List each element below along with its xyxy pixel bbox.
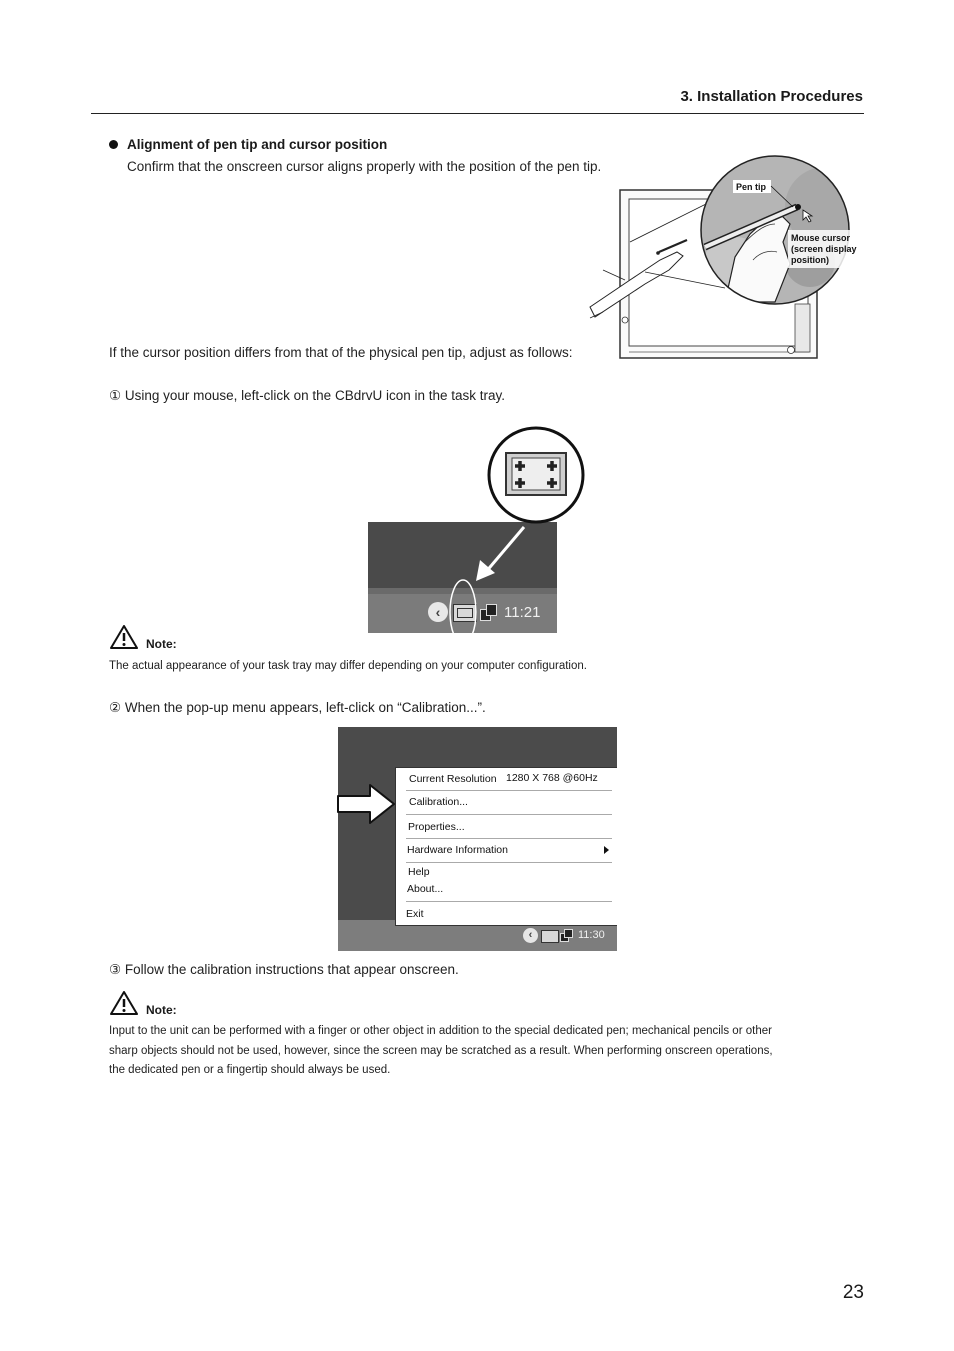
pointer-arrow-icon <box>336 783 398 825</box>
note-text-2-line1: Input to the unit can be performed with a finger or other object in addition to the special dedicated pen; mechanical pencils or other <box>109 1025 772 1037</box>
menu-item-help[interactable]: Help <box>408 866 430 878</box>
menu-item-calibration[interactable]: Calibration... <box>409 796 468 808</box>
cbdrvu-tray-icon-2[interactable] <box>541 930 559 943</box>
popup-menu-screenshot <box>338 727 617 951</box>
current-resolution-value: 1280 X 768 @60Hz <box>506 772 598 784</box>
page-number: 23 <box>842 1282 864 1303</box>
section-heading: Alignment of pen tip and cursor position <box>127 137 388 152</box>
pen-tip-label: Pen tip <box>736 182 767 192</box>
cursor-label-line1: Mouse cursor <box>791 233 851 243</box>
note-text-2-line3: the dedicated pen or a fingertip should always be used. <box>109 1064 391 1076</box>
note-text-1: The actual appearance of your task tray may differ depending on your computer configuration. <box>109 660 587 672</box>
note-label-1: Note: <box>146 637 177 651</box>
menu-item-current-resolution: Current Resolution <box>409 773 497 785</box>
tray-clock-2: 11:30 <box>578 929 605 941</box>
adjust-intro: If the cursor position differs from that of the physical pen tip, adjust as follows: <box>109 345 573 360</box>
cursor-label-line2: (screen display <box>791 244 857 254</box>
show-hidden-icons-chevron-icon[interactable]: ‹ <box>428 602 448 622</box>
menu-item-exit[interactable]: Exit <box>406 908 424 920</box>
bullet-icon <box>109 140 118 149</box>
section-intro: Confirm that the onscreen cursor aligns properly with the position of the pen tip. <box>127 159 602 174</box>
note-text-2-line2: sharp objects should not be used, however, since the screen may be scratched as a result. When performing onscreen operations, <box>109 1045 773 1057</box>
menu-item-about[interactable]: About... <box>407 883 444 895</box>
menu-item-properties[interactable]: Properties... <box>408 821 465 833</box>
menu-item-hardware-information[interactable]: Hardware Information <box>407 844 508 856</box>
context-menu <box>395 767 617 926</box>
show-hidden-icons-chevron-icon-2[interactable]: ‹ <box>523 928 538 943</box>
cursor-label-line3: position) <box>791 255 829 265</box>
step-1: ① Using your mouse, left-click on the CBdrvU icon in the task tray. <box>109 388 506 403</box>
section-header-title: 3. Installation Procedures <box>680 88 863 105</box>
note-label-2: Note: <box>146 1003 177 1017</box>
header-divider <box>91 113 864 114</box>
board-pen-illustration <box>585 152 870 370</box>
tray-clock: 11:21 <box>504 604 541 621</box>
warning-icon <box>109 624 139 650</box>
tray-zoom-callout <box>440 425 590 647</box>
warning-icon-2 <box>109 990 139 1016</box>
step-2: ② When the pop-up menu appears, left-click on “Calibration...”. <box>109 700 486 715</box>
network-icon-2[interactable] <box>560 929 572 941</box>
step-3: ③ Follow the calibration instructions that appear onscreen. <box>109 962 459 977</box>
submenu-arrow-icon <box>604 846 609 854</box>
